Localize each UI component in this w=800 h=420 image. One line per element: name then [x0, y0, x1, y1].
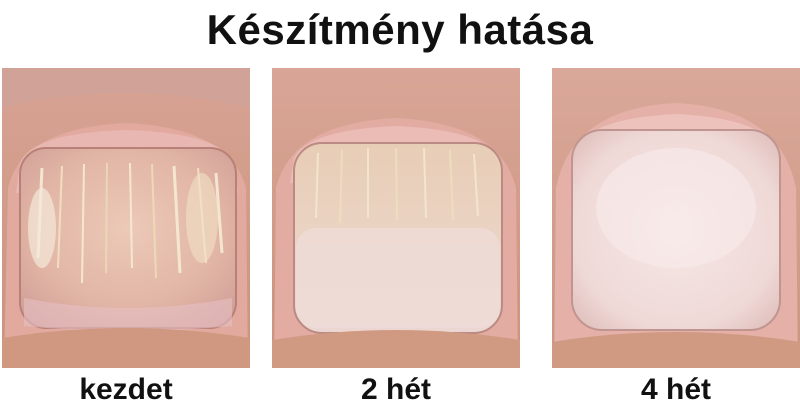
nail-image-start: [2, 68, 250, 368]
nail-photo-start: [2, 68, 250, 368]
caption-4-weeks: 4 hét: [640, 373, 712, 406]
nail-image-4-weeks: [552, 68, 800, 368]
page-title: Készítmény hatása: [206, 6, 594, 53]
caption-2-weeks: 2 hét: [360, 373, 432, 406]
caption-start: kezdet: [79, 373, 173, 406]
nail-image-2-weeks: [272, 68, 520, 368]
nail-photo-2-weeks: [272, 68, 520, 368]
nail-photo-4-weeks: [552, 68, 800, 368]
